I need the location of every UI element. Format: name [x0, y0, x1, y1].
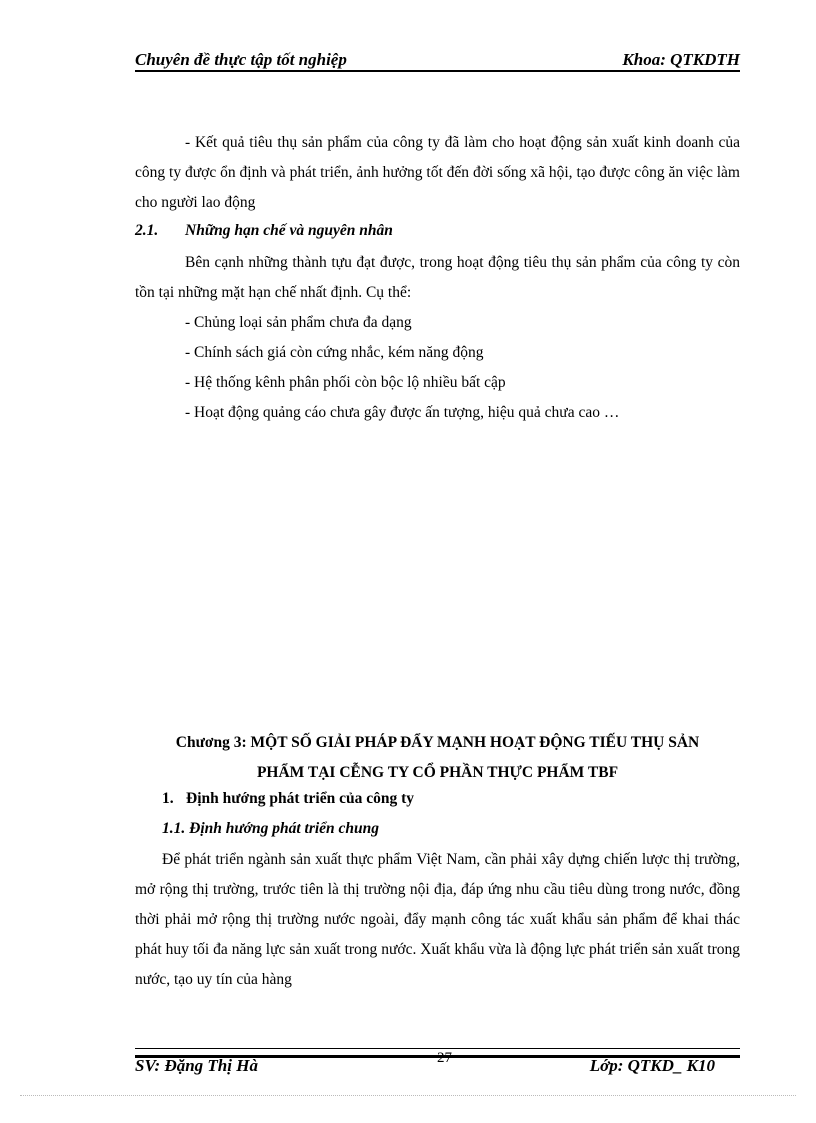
paragraph-limitations [135, 248, 740, 308]
list-item: - Hoạt động quảng cáo chưa gây được ấn tượng, hiệu quả chưa cao … [185, 404, 620, 421]
heading-1-1: 1.1. Định hướng phát triển chung [162, 820, 380, 837]
paragraph-results [135, 128, 740, 218]
chapter-title-line-1: Chương 3: MỘT SỐ GIẢI PHÁP ĐẨY MẠNH HOẠT ĐỘNG TIẾU THỤ SẢN [175, 734, 700, 751]
paragraph-text: Bên cạnh những thành tựu đạt được, trong hoạt động tiêu thụ sản phẩm của công ty còn tồn tại những mặt hạn chế nhất định. Cụ thể: [135, 254, 740, 301]
section-heading-2-1 [135, 222, 393, 240]
paragraph-text: Để phát triển ngành sản xuất thực phẩm Việt Nam, cần phải xây dựng chiến lược thị trường, mở rộng thị trường, trước tiên là thị trường nội địa, đáp ứng nhu cầu tiêu dùng trong nước, đồng thời phải mở rộng thị trường nước ngoài, đẩy mạnh công tác xuất khẩu sản phẩm để khai thác phát huy tối đa năng lực sản xuất trong nước. Xuất khẩu vừa là động lực phát triển sản xuất trong nước, tạo uy tín của hàng [135, 851, 740, 988]
page-border-dotted [20, 1095, 796, 1096]
list-item: - Chính sách giá còn cứng nhắc, kém năng động [185, 344, 484, 361]
header-title: Chuyên đề thực tập tốt nghiệp [135, 50, 347, 69]
header-department: Khoa: QTKDTH [622, 50, 740, 69]
section-number: 2.1. [135, 222, 159, 239]
list-item: - Chủng loại sản phẩm chưa đa dạng [185, 314, 412, 331]
section-title: Những hạn chế và nguyên nhân [185, 222, 393, 239]
page-number: 27 [437, 1050, 452, 1066]
paragraph-text: - Kết quả tiêu thụ sản phẩm của công ty đã làm cho hoạt động sản xuất kinh doanh của công ty được ổn định và phát triển, ảnh hưởng tốt đến đời sống xã hội, tạo được công ăn việc làm cho người lao động [135, 134, 740, 211]
list-item: - Hệ thống kênh phân phối còn bộc lộ nhiều bất cập [185, 374, 506, 391]
chapter-title-line-2: PHẨM TẠI CỄNG TY CỔ PHẦN THỰC PHẨM TBF [256, 764, 619, 781]
heading-number: 1. [162, 790, 174, 807]
paragraph-orientation [135, 845, 740, 995]
page-header [135, 46, 740, 72]
heading-1 [162, 790, 414, 808]
footer-student: SV: Đặng Thị Hà [135, 1056, 258, 1075]
footer-class: Lớp: QTKD_ K10 [589, 1056, 715, 1075]
page-footer [135, 1050, 740, 1078]
heading-title: Định hướng phát triển của công ty [186, 790, 415, 807]
